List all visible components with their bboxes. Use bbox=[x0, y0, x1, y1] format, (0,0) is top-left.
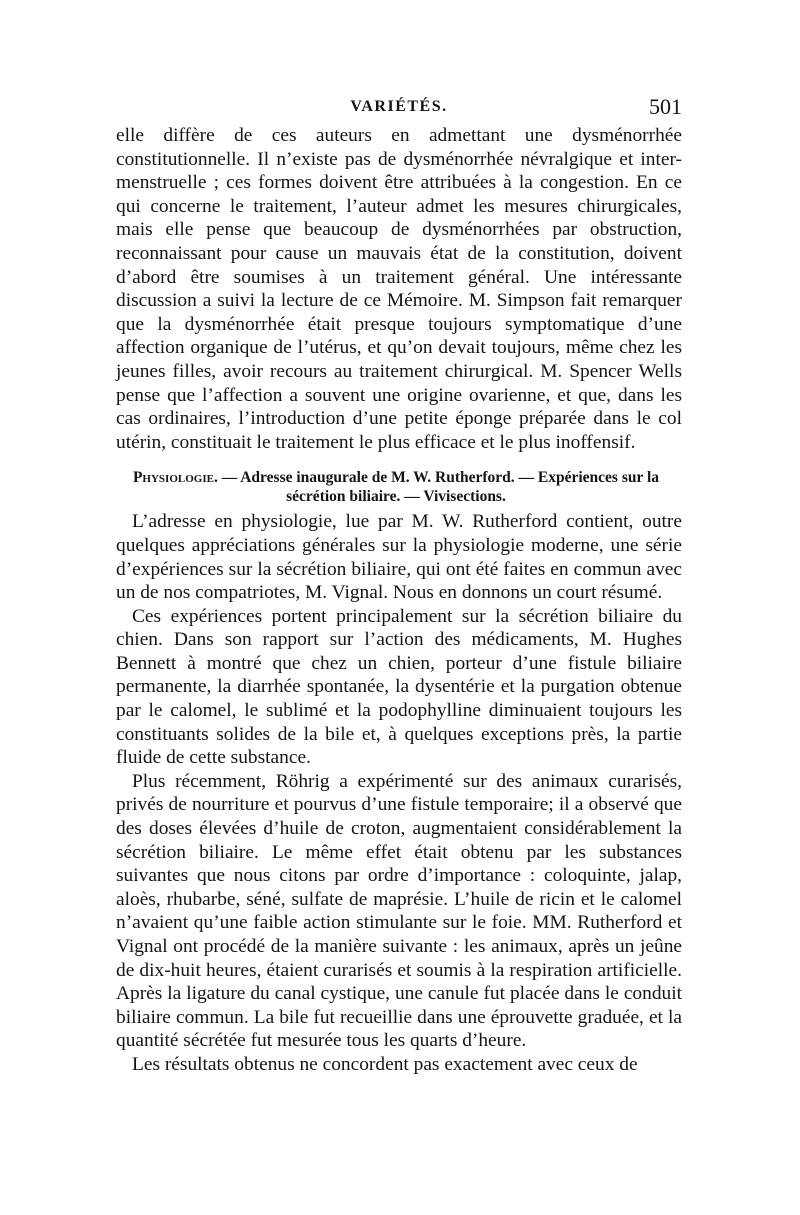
page-number: 501 bbox=[649, 94, 682, 119]
running-header bbox=[116, 94, 682, 124]
paragraph-rohrig: Plus récemment, Röhrig a expérimenté sur des animaux curarisés, privés de nourriture et pourvus d’une fistule temporaire; il a observé que des doses élevées d’huile de croton, augmentaient considérablement la sécrétion biliaire. Le même effet était obtenu par les substances suivantes que nous citons par ordre d’importance : coloquinte, jalap, aloès, rhubarbe, séné, sulfate de maprésie. L’huile de ricin et le calomel n’avaient qu’une faible action stimulante sur le foie. MM. Rutherford et Vignal ont procédé de la manière suivante : les animaux, après un jeûne de dix-huit heures, étaient curarisés et soumis à la respiration artificielle. Après la ligature du canal cystique, une canule fut placée dans le conduit biliaire commun. La bile fut recueillie dans une éprouvette graduée, et la quantité sécrétée fut mesurée tous les quarts d’heure. bbox=[116, 770, 682, 1052]
paragraph-results: Les résultats obtenus ne concordent pas exactement avec ceux de bbox=[132, 1053, 638, 1075]
paragraph-rutherford-address: L’adresse en physiologie, lue par M. W. Rutherford contient, outre quelques appréciations générales sur la physiologie moderne, une série d’expériences sur la sécrétion biliaire, qui ont été faites en commun avec un de nos compatriotes, M. Vignal. Nous en donnons un court résumé. bbox=[116, 511, 682, 604]
section-label: Physiologie. bbox=[132, 469, 218, 487]
section-heading bbox=[116, 468, 682, 506]
paragraph-experiments: Ces expériences portent principalement sur la sécrétion biliaire du chien. Dans son rapport sur l’action des médicaments, M. Hughes Bennett à montré que chez un chien, porteur d’une fistule biliaire permanente, la diarrhée spontanée, la dysentérie et la purgation obtenue par le calomel, le sublimé et la podophylline diminuaient toujours les constituants solides de la bile et, à quelques exceptions près, la partie fluide de cette substance. bbox=[116, 605, 682, 769]
section-title: — Adresse inaugurale de M. W. Rutherford. — Expériences sur la sécrétion biliaire. — Vivisections. bbox=[217, 469, 660, 506]
paragraph-continuation: elle diffère de ces auteurs en admettant une dysménorrhée constitutionnelle. Il n’existe pas de dysménorrhée névralgique et inter-menstruelle ; ces formes doivent être attribuées à la congestion. En ce qui concerne le traitement, l’auteur admet les mesures chirurgicales, mais elle pense que beaucoup de dysménorrhées par obstruction, reconnaissant pour cause un mauvais état de la constitution, doivent d’abord être soumises à un traitement général. Une intéressante discussion a suivi la lecture de ce Mémoire. M. Simpson fait remarquer que la dysménorrhée était presque toujours symptomatique d’une affection organique de l’utérus, et qu’on devait toujours, même chez les jeunes filles, avoir recours au traitement chirurgical. M. Spencer Wells pense que l’affection a souvent une origine ovarienne, et que, dans les cas ordinaires, l’introduction d’une petite éponge préparée dans le col utérin, constituait le traitement le plus efficace et le plus inoffensif. bbox=[116, 125, 682, 453]
body-text bbox=[116, 124, 682, 1077]
running-title: VARIÉTÉS. bbox=[350, 98, 448, 115]
